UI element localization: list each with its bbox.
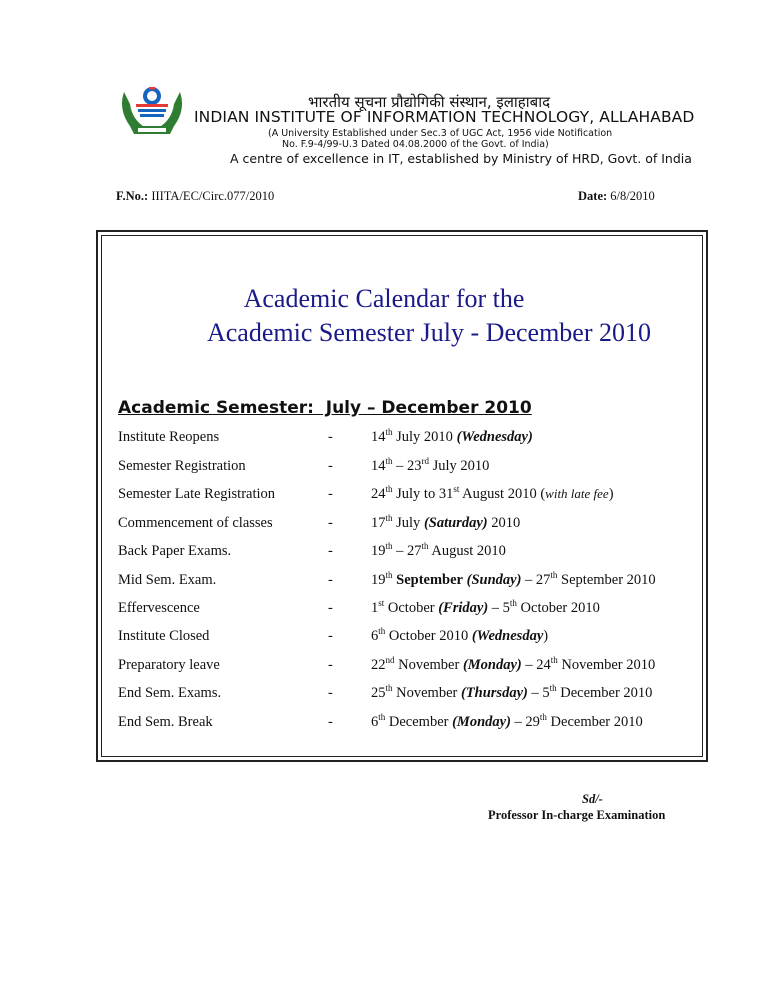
calendar-row: Commencement of classes - 17th July (Saturday) 2010 xyxy=(118,513,521,531)
event-date: 22nd November (Monday) – 24th November 2010 xyxy=(371,655,656,673)
university-note-line2: No. F.9-4/99-U.3 Dated 04.08.2000 of the Govt. of India) xyxy=(282,139,549,150)
file-number: F.No.: IIITA/EC/Circ.077/2010 xyxy=(116,189,275,203)
event-label: End Sem. Exams. xyxy=(118,685,222,701)
event-label: Institute Reopens xyxy=(118,429,220,445)
event-date: 14th July 2010 (Wednesday) xyxy=(371,427,533,445)
event-label: Preparatory leave xyxy=(118,657,220,673)
calendar-row: Institute Reopens - 14th July 2010 (Wednesday) xyxy=(118,427,533,445)
signature-mark: Sd/- xyxy=(582,792,603,806)
event-date: 25th November (Thursday) – 5th December 2010 xyxy=(371,683,653,701)
event-label: Effervescence xyxy=(118,600,200,616)
event-date: 6th December (Monday) – 29th December 2010 xyxy=(371,712,643,730)
institute-logo xyxy=(116,82,188,138)
calendar-row: Effervescence - 1st October (Friday) – 5th October 2010 xyxy=(118,598,600,616)
calendar-row: Mid Sem. Exam. - 19th September (Sunday) – 27th September 2010 xyxy=(118,570,656,588)
institute-tagline: A centre of excellence in IT, established by Ministry of HRD, Govt. of India xyxy=(230,151,692,166)
university-note-line1: (A University Established under Sec.3 of UGC Act, 1956 vide Notification xyxy=(268,128,613,139)
calendar-row: End Sem. Exams. - 25th November (Thursday) – 5th December 2010 xyxy=(118,683,653,701)
calendar-title-line2: Academic Semester July - December 2010 xyxy=(206,318,651,347)
calendar-title-line1: Academic Calendar for the xyxy=(243,284,525,313)
institute-name: INDIAN INSTITUTE OF INFORMATION TECHNOLOGY, ALLAHABAD xyxy=(194,108,695,126)
event-label: Semester Registration xyxy=(118,458,246,474)
calendar-row: Back Paper Exams. - 19th – 27th August 2010 xyxy=(118,541,506,559)
calendar-row: Preparatory leave - 22nd November (Monday) – 24th November 2010 xyxy=(118,655,656,673)
hindi-institute-name: भारतीय सूचना प्रौद्योगिकी संस्थान, इलाहाबाद xyxy=(308,93,551,111)
event-date: 14th – 23rd July 2010 xyxy=(371,456,490,474)
event-label: Semester Late Registration xyxy=(118,486,276,502)
event-date: 6th October 2010 (Wednesday) xyxy=(371,626,549,644)
event-date: 19th September (Sunday) – 27th September 2010 xyxy=(371,570,656,588)
event-label: Commencement of classes xyxy=(118,515,273,531)
event-date: 1st October (Friday) – 5th October 2010 xyxy=(371,598,600,616)
semester-heading: Academic Semester: July – December 2010 xyxy=(118,398,532,418)
calendar-row: Semester Late Registration - 24th July to 31st August 2010 (with late fee) xyxy=(118,484,614,502)
event-date: 24th July to 31st August 2010 (with late fee) xyxy=(371,484,614,502)
circular-date: Date: 6/8/2010 xyxy=(578,189,655,203)
event-date: 19th – 27th August 2010 xyxy=(371,541,506,559)
calendar-row: End Sem. Break - 6th December (Monday) – 29th December 2010 xyxy=(118,712,643,730)
event-date: 17th July (Saturday) 2010 xyxy=(371,513,521,531)
signatory-designation: Professor In-charge Examination xyxy=(488,808,666,822)
event-label: Institute Closed xyxy=(118,628,210,644)
calendar-row: Institute Closed - 6th October 2010 (Wednesday) xyxy=(118,626,549,644)
event-label: Mid Sem. Exam. xyxy=(118,572,217,588)
event-label: Back Paper Exams. xyxy=(118,543,232,559)
calendar-row: Semester Registration - 14th – 23rd July 2010 xyxy=(118,456,490,474)
event-label: End Sem. Break xyxy=(118,714,213,730)
